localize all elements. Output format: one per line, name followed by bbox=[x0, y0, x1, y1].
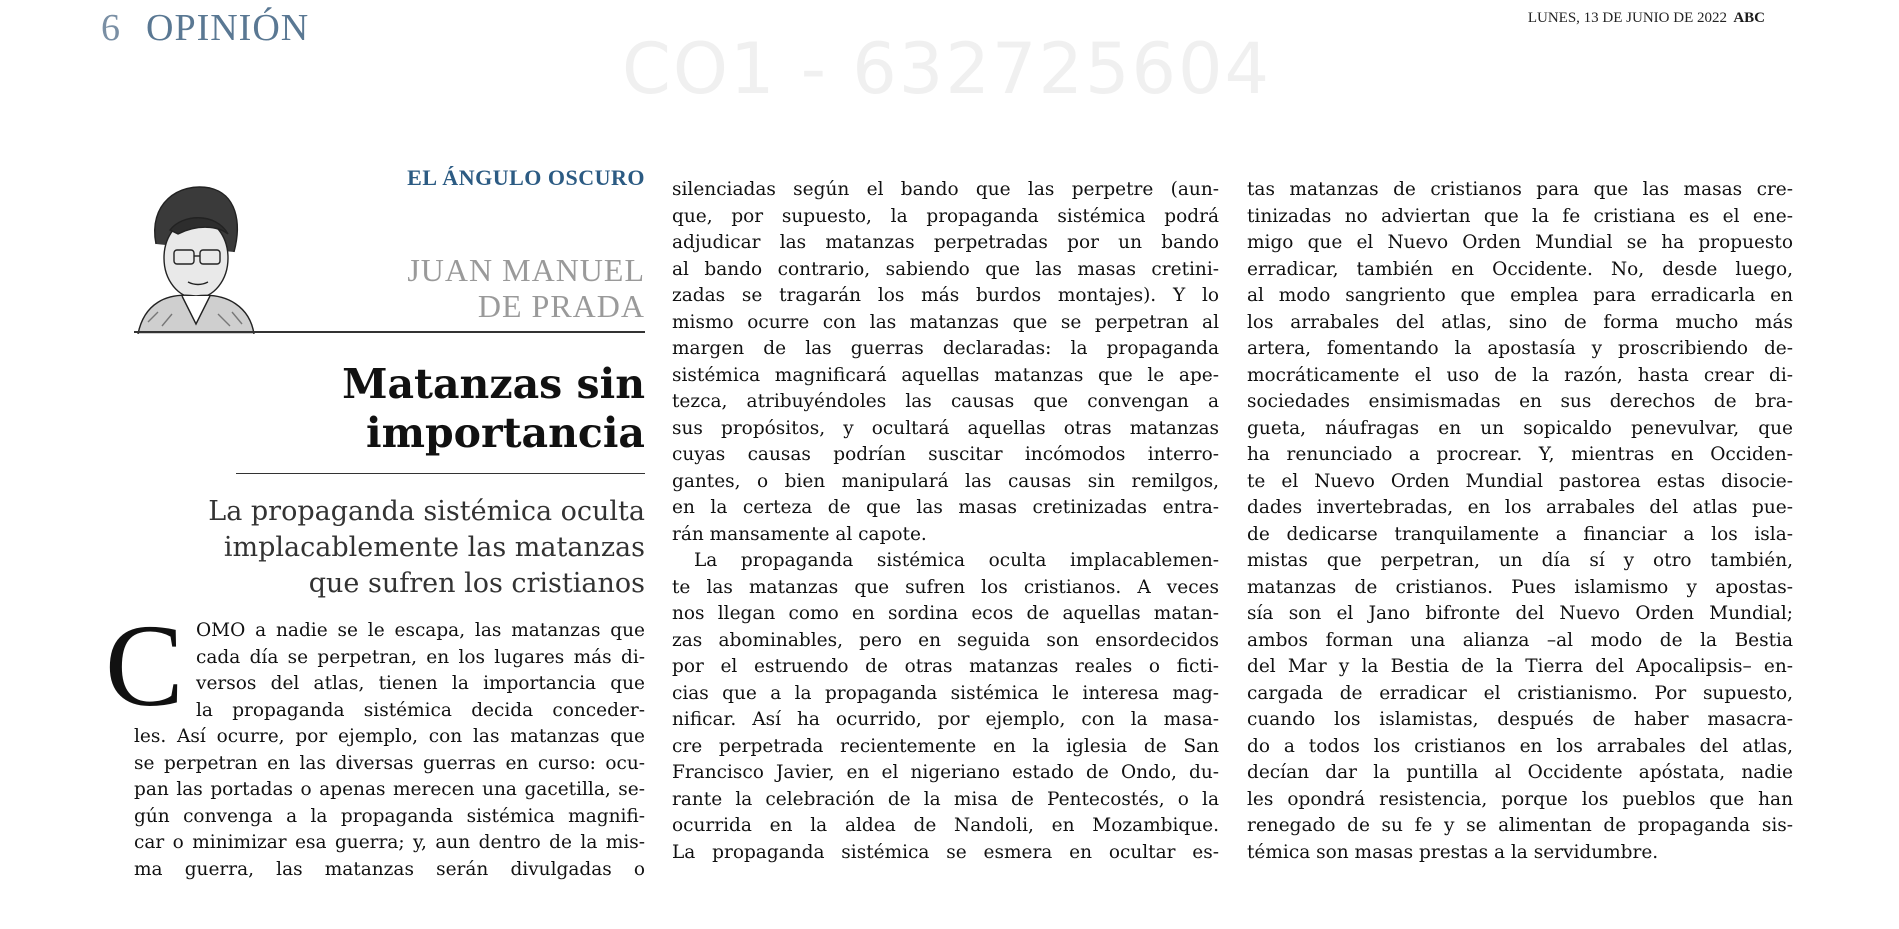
text-line: sía son el Jano bifronte del Nuevo Orden Mundial; bbox=[1247, 603, 1793, 624]
text-line: la propaganda sistémica decida conceder- bbox=[196, 699, 645, 721]
text-line: cada día se perpetran, en los lugares más di- bbox=[196, 646, 645, 668]
text-line: rante la celebración de la misa de Pentecostés, o la bbox=[672, 788, 1219, 810]
brand-logo: ABC bbox=[1733, 10, 1765, 26]
watermark: CO1 - 632725604 bbox=[622, 28, 1272, 110]
divider-rule bbox=[134, 331, 645, 333]
standfirst-line: La propaganda sistémica oculta bbox=[208, 496, 645, 527]
text-line: gún convenga a la propaganda sistémica magnifi- bbox=[134, 805, 645, 827]
text-line: silenciadas según el bando que las perpetre (aun- bbox=[672, 179, 1219, 200]
text-line: mocráticamente el uso de la razón, hasta crear di- bbox=[1247, 364, 1793, 386]
text-line: mismo ocurre con las matanzas que se perpetran al bbox=[672, 311, 1219, 333]
text-line: adjudicar las matanzas perpetradas por un bando bbox=[672, 232, 1219, 253]
text-line: de dedicarse tranquilamente a financiar a los isla- bbox=[1247, 523, 1793, 545]
text-line: versos del atlas, tienen la importancia que bbox=[196, 673, 645, 694]
text-line: pan las portadas o apenas merecen una gacetilla, se- bbox=[134, 779, 645, 800]
headline-line: importancia bbox=[366, 409, 645, 457]
article-headline bbox=[342, 360, 645, 458]
text-line: al modo sangriento que emplea para erradicarla en bbox=[1247, 285, 1793, 306]
text-line: margen de las guerras declaradas: la propaganda bbox=[672, 338, 1219, 359]
text-line: del Mar y la Bestia de la Tierra del Apocalipsis– en- bbox=[1247, 656, 1793, 677]
text-line: se perpetran en las diversas guerras en curso: ocu- bbox=[134, 752, 645, 774]
author-portrait-illustration bbox=[118, 174, 258, 334]
text-line: La propaganda sistémica se esmera en ocultar es- bbox=[672, 841, 1219, 863]
text-line: car o minimizar esa guerra; y, aun dentro de la mis- bbox=[134, 832, 645, 853]
text-line: tas matanzas de cristianos para que las masas cre- bbox=[1247, 179, 1793, 200]
text-line: dades invertebradas, en los arrabales del atlas pue- bbox=[1247, 497, 1793, 518]
text-line: cuando los islamistas, después de haber masacra- bbox=[1247, 709, 1793, 730]
text-line: gantes, o bien manipulará las causas sin remilgos, bbox=[672, 470, 1219, 492]
author-line: JUAN MANUEL bbox=[407, 252, 645, 288]
text-line: los arrabales del atlas, sino de forma mucho más bbox=[1247, 311, 1793, 333]
text-line: erradicar, también en Occidente. No, desde luego, bbox=[1247, 258, 1793, 280]
text-line: La propaganda sistémica oculta implacablemen- bbox=[694, 550, 1219, 571]
text-line: mistas que perpetran, un día sí y otro también, bbox=[1247, 550, 1793, 571]
text-line: al bando contrario, sabiendo que las masas cretini- bbox=[672, 258, 1219, 280]
text-line: cias que a la propaganda sistémica le interesa mag- bbox=[672, 682, 1219, 704]
text-line: matanzas de cristianos. Pues islamismo y apostas- bbox=[1247, 576, 1793, 598]
text-line: do a todos los cristianos en los arrabales del atlas, bbox=[1247, 735, 1793, 757]
text-line: sus propósitos, y ocultará aquellas otras matanzas bbox=[672, 417, 1219, 439]
divider-rule bbox=[236, 473, 645, 474]
text-line: gueta, náufragas en un sopicaldo penevulvar, que bbox=[1247, 417, 1793, 439]
text-line: en la certeza de que las masas cretinizadas entra- bbox=[672, 497, 1219, 518]
text-line: sociedades ensimismadas en sus derechos de bra- bbox=[1247, 391, 1793, 412]
standfirst-line: implacablemente las matanzas bbox=[223, 532, 645, 563]
text-line: zas abominables, pero en seguida son ensordecidos bbox=[672, 629, 1219, 651]
text-line: ambos forman una alianza –al modo de la Bestia bbox=[1247, 629, 1793, 651]
text-line: migo que el Nuevo Orden Mundial se ha propuesto bbox=[1247, 232, 1793, 253]
text-line: ocurrida en la aldea de Nandoli, en Mozambique. bbox=[672, 815, 1219, 836]
text-line: témica son masas prestas a la servidumbre. bbox=[1247, 841, 1659, 863]
section-title: OPINIÓN bbox=[146, 7, 310, 49]
text-line: nos llegan como en sordina ecos de aquellas matan- bbox=[672, 603, 1219, 624]
drop-cap: C bbox=[105, 600, 184, 731]
date: LUNES, 13 DE JUNIO DE 2022 bbox=[1527, 10, 1727, 26]
text-line: artera, fomentando la apostasía y proscribiendo de- bbox=[1247, 338, 1793, 359]
text-line: cargada de erradicar el cristianismo. Por supuesto, bbox=[1247, 682, 1793, 704]
text-line: decían dar la puntilla al Occidente apóstata, nadie bbox=[1247, 762, 1793, 783]
article-column-3 bbox=[1247, 177, 1793, 866]
text-line: nificar. Así ha ocurrido, por ejemplo, con la masa- bbox=[672, 709, 1219, 730]
text-line: les opondrá resistencia, porque los pueblos que han bbox=[1247, 788, 1793, 810]
text-line: te el Nuevo Orden Mundial pastorea estas disocie- bbox=[1247, 470, 1793, 492]
text-line: cre perpetrada recientemente en la iglesia de San bbox=[672, 735, 1219, 757]
article-column-1 bbox=[134, 618, 645, 883]
text-line: les. Así ocurre, por ejemplo, con las matanzas que bbox=[134, 726, 645, 747]
text-line: te las matanzas que sufren los cristianos. A veces bbox=[672, 576, 1219, 598]
standfirst-line: que sufren los cristianos bbox=[308, 568, 645, 599]
column-name: EL ÁNGULO OSCURO bbox=[407, 165, 645, 190]
text-line: cuyas causas podrían suscitar incómodos interro- bbox=[672, 444, 1219, 465]
text-line: que, por supuesto, la propaganda sistémica podrá bbox=[672, 205, 1219, 227]
text-line: zadas se tragarán los más burdos montajes). Y lo bbox=[672, 285, 1219, 306]
text-line: OMO a nadie se le escapa, las matanzas que bbox=[196, 620, 645, 641]
page-number: 6 bbox=[101, 7, 120, 49]
text-line: ma guerra, las matanzas serán divulgadas o bbox=[134, 858, 645, 880]
text-line: renegado de su fe y se alimentan de propaganda sis- bbox=[1247, 815, 1793, 836]
article-standfirst bbox=[208, 494, 645, 602]
text-line: por el estruendo de otras matanzas reales o ficti- bbox=[672, 656, 1219, 677]
text-line: ha renunciado a procrear. Y, mientras en Occiden- bbox=[1247, 444, 1793, 465]
article-column-2 bbox=[672, 177, 1219, 866]
author-name bbox=[407, 252, 645, 324]
headline-line: Matanzas sin bbox=[342, 360, 645, 408]
text-line: tinizadas no adviertan que la fe cristiana es el ene- bbox=[1247, 205, 1793, 227]
text-line: Francisco Javier, en el nigeriano estado de Ondo, du- bbox=[672, 762, 1219, 783]
text-line: tezca, atribuyéndoles las causas que convengan a bbox=[672, 391, 1219, 412]
author-line: DE PRADA bbox=[477, 288, 645, 324]
dateline bbox=[1528, 10, 1727, 27]
text-line: sistémica magnificará aquellas matanzas que le ape- bbox=[672, 364, 1219, 386]
text-line: rán mansamente al capote. bbox=[672, 523, 927, 545]
